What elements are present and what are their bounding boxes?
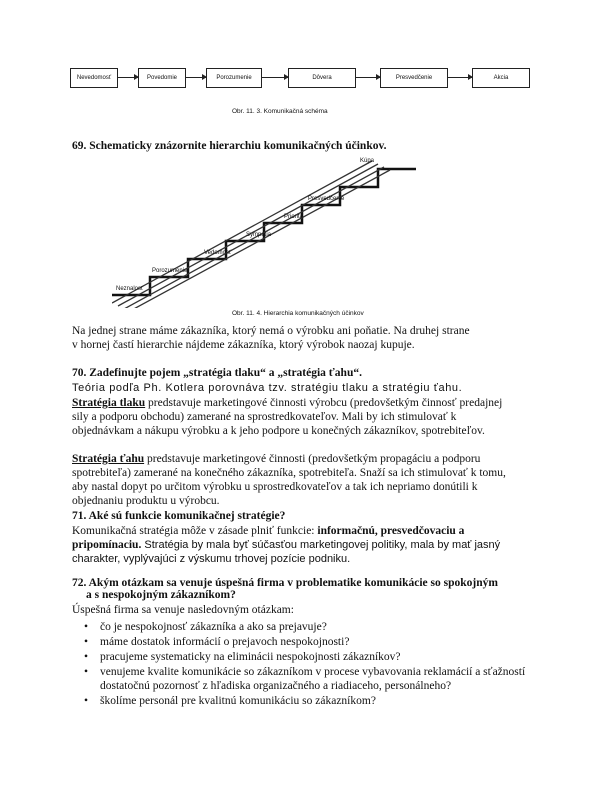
paragraph-69-line-2: v hornej častí hierarchie nájdeme zákazníka, ktorý výrobok naozaj kupuje. (72, 339, 415, 351)
communication-flow-diagram (70, 68, 540, 92)
flow-box-presvedcenie: Presvedčenie (380, 68, 448, 88)
push-strategy-line-2: sily a podporu obchodu) zamerané na sprostredkovateľov. Mali by ich stimulovať k (72, 411, 457, 423)
staircase-graphic (112, 153, 432, 308)
paragraph-69-line-1: Na jednej strane máme zákazníka, ktorý nemá o výrobku ani poňatie. Na druhej strane (72, 325, 470, 337)
question-72-intro: Úspešná firma sa venuje nasledovným otázkam: (72, 604, 294, 616)
flow-arrow (262, 77, 288, 78)
pull-strategy-line-4: objednaniu produktu u výrobcu. (72, 495, 220, 507)
figure-caption-11-4: Obr. 11. 4. Hierarchia komunikačných účinkov (232, 310, 364, 317)
flow-arrow (118, 77, 138, 78)
paragraph-71-reminder: pripomínaciu. (72, 539, 142, 551)
flow-box-povedomie: Povedomie (138, 68, 186, 88)
question-72-list (72, 620, 542, 709)
list-item: • čo je nespokojnosť zákazníka a ako sa prejavuje? (72, 620, 542, 634)
step-label-sympatia: Sympatia (246, 232, 272, 238)
question-72-heading-line-1: 72. Akým otázkam sa venuje úspešná firma v problematike komunikácie so spokojným (72, 577, 498, 589)
step-label-porozumenie: Porozumenie (152, 268, 188, 274)
push-strategy-paragraph (72, 396, 542, 438)
paragraph-71-functions: informačnú, presvedčovaciu a (317, 525, 465, 537)
paragraph-71 (72, 524, 542, 566)
list-item: • školíme personál pre kvalitnú komunikáciu so zákazníkom? (72, 694, 542, 708)
step-label-kupa: Kúpa (360, 158, 375, 164)
flow-arrow (448, 77, 472, 78)
pull-strategy-line-3: aby nastal dopyt po určitom výrobku u sprostredkovateľov a tak ich nepriamo donútili k (72, 481, 478, 493)
question-69-heading: 69. Schematicky znázornite hierarchiu komunikačných účinkov. (72, 140, 387, 152)
push-strategy-line-3: objednávkam a nákupu výrobku a k jeho podpore u konečných zákazníkov, spotrebiteľov. (72, 425, 485, 437)
step-label-neznalost: Neznalosť (116, 286, 144, 292)
list-item: • máme dostatok informácií o prejavoch nespokojnosti? (72, 635, 542, 649)
flow-box-porozumenie: Porozumenie (206, 68, 262, 88)
question-70-intro: Teória podľa Ph. Kotlera porovnáva tzv. stratégiu tlaku a stratégiu ťahu. (72, 382, 463, 394)
flow-box-akcia: Akcia (472, 68, 530, 88)
push-strategy-line-1: predstavuje marketingové činnosti výrobcu (predovšetkým činnosť predajnej (145, 397, 503, 409)
pull-strategy-line-2: spotrebiteľa) zamerané na konečného zákazníka, spotrebiteľa. Snaží sa ich stimulovať k tomu, (72, 467, 506, 479)
pull-strategy-line-1: predstavuje marketingové činnosti (predovšetkým propagáciu a podporu (144, 453, 481, 465)
figure-caption-11-3: Obr. 11. 3. Komunikačná schéma (232, 108, 328, 115)
flow-box-dovera: Dôvera (288, 68, 356, 88)
flow-box-nevedomost: Nevedomosť (70, 68, 118, 88)
question-72-heading (72, 577, 498, 601)
question-72-heading-line-2: a s nespokojným zákazníkom? (86, 589, 236, 601)
push-strategy-term: Stratégia tlaku (72, 397, 146, 409)
step-label-presvedcenie: Presvedčenie (308, 196, 345, 202)
question-71-heading: 71. Aké sú funkcie komunikačnej stratégie? (72, 510, 286, 522)
paragraph-71-line-3: charakter, vyplývajúci z výskumu trhovej pozície podniku. (72, 553, 351, 565)
step-label-vedomost: Vedomosť (204, 250, 232, 256)
question-70-heading: 70. Zadefinujte pojem „stratégia tlaku“ a „stratégia ťahu“. (72, 367, 362, 379)
stair-diagonal-1 (112, 161, 372, 303)
pull-strategy-term: Stratégia ťahu (72, 453, 145, 465)
flow-arrow (356, 77, 380, 78)
list-item: • venujeme kvalite komunikácie so zákazníkom v procese vybavovania reklamácií a sťažností dostatočnú pozornosť z hľadiska organizačného a riadiaceho, personálneho? (72, 665, 542, 693)
list-item: • pracujeme systematicky na eliminácii nespokojnosti zákazníkov? (72, 650, 542, 664)
stair-diagonal-4 (130, 170, 390, 308)
paragraph-71-line-1: Komunikačná stratégia môže v zásade plniť funkcie: (72, 525, 318, 537)
hierarchy-staircase-diagram (112, 153, 432, 308)
flow-arrow (186, 77, 206, 78)
step-label-priorita: Priorita (284, 214, 304, 220)
paragraph-71-line-2: Stratégia by mala byť súčasťou marketingovej politiky, mala by mať jasný (141, 539, 501, 551)
paragraph-69 (72, 324, 542, 352)
pull-strategy-paragraph (72, 452, 542, 508)
